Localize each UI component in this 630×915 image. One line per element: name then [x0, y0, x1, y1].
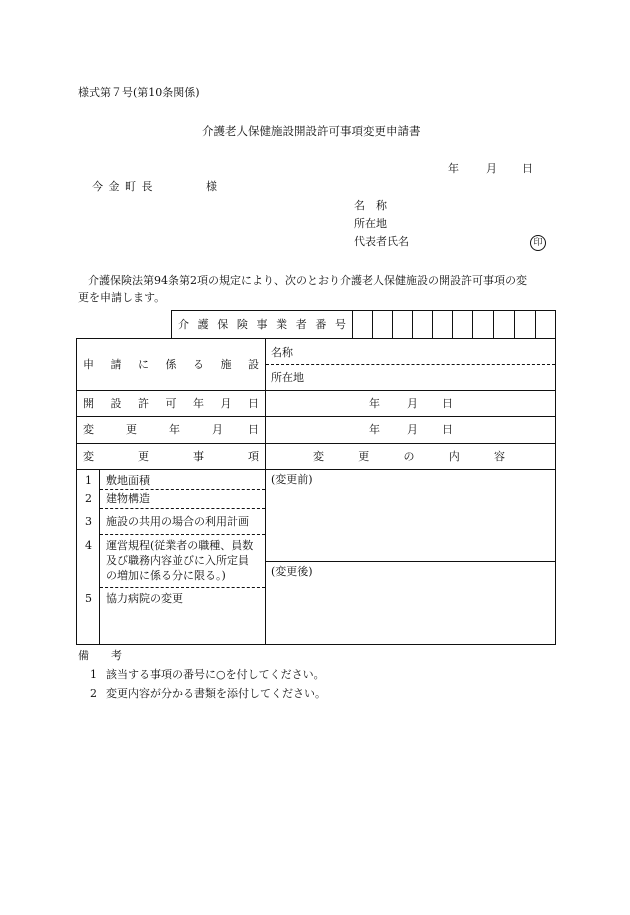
permit-month: 月	[407, 397, 418, 410]
seal-mark: 印	[530, 235, 546, 251]
body-text-line2: 更を申請します。	[78, 291, 166, 304]
date-year-label: 年	[448, 162, 459, 175]
item-1-text: 敷地面積	[106, 474, 150, 487]
item-4-text-line3: の増加に係る分に限る。)	[106, 569, 226, 582]
facility-name-label: 名称	[271, 346, 293, 359]
note-2-text: 変更内容が分かる書類を添付してください。	[106, 687, 326, 700]
representative-label: 代表者氏名	[354, 235, 409, 248]
change-content-header: 変 更 の 内 容	[313, 450, 505, 463]
item-4-text-line1: 運営規程(従業者の職種、員数	[106, 539, 254, 552]
item-5-number: 5	[85, 592, 92, 605]
note-1-number: 1	[90, 668, 97, 681]
after-label: (変更後)	[271, 565, 313, 578]
item-4-text-line2: 及び職務内容並びに入所定員	[106, 554, 249, 567]
permit-day: 日	[442, 397, 453, 410]
provider-number-label: 介 護 保 険 事 業 者 番 号	[178, 318, 346, 331]
note-1-text: 該当する事項の番号に○を付してください。	[106, 668, 325, 681]
change-day: 日	[442, 423, 453, 436]
item-5-text: 協力病院の変更	[106, 592, 183, 605]
item-1-number: 1	[85, 474, 92, 487]
date-day-label: 日	[522, 162, 533, 175]
facility-address-label: 所在地	[271, 371, 304, 384]
form-number: 様式第７号(第10条関係)	[78, 86, 200, 99]
body-text-line1: 介護保険法第94条第2項の規定により、次のとおり介護老人保健施設の開設許可事項の変	[88, 274, 527, 287]
item-4-number: 4	[85, 539, 92, 552]
applicant-name-label: 名 称	[354, 199, 387, 212]
date-month-label: 月	[486, 162, 497, 175]
item-2-number: 2	[85, 492, 92, 505]
addressee-name: 今 金 町 長	[92, 180, 154, 193]
before-label: (変更前)	[271, 473, 313, 486]
change-item-header: 変 更 事 項	[83, 450, 259, 463]
note-2-number: 2	[90, 687, 97, 700]
item-3-text: 施設の共用の場合の利用計画	[106, 515, 249, 528]
change-date-label: 変 更 年 月 日	[83, 423, 259, 436]
notes-heading: 備 考	[78, 649, 122, 662]
change-year: 年	[369, 423, 380, 436]
addressee-honorific: 様	[206, 180, 217, 193]
applicant-address-label: 所在地	[354, 217, 387, 230]
document-title: 介護老人保健施設開設許可事項変更申請書	[202, 124, 421, 138]
facility-label: 申 請 に 係 る 施 設	[83, 358, 259, 371]
item-3-number: 3	[85, 515, 92, 528]
change-month: 月	[407, 423, 418, 436]
permit-year: 年	[369, 397, 380, 410]
permit-date-label: 開 設 許 可 年 月 日	[83, 397, 259, 410]
item-2-text: 建物構造	[106, 492, 150, 505]
